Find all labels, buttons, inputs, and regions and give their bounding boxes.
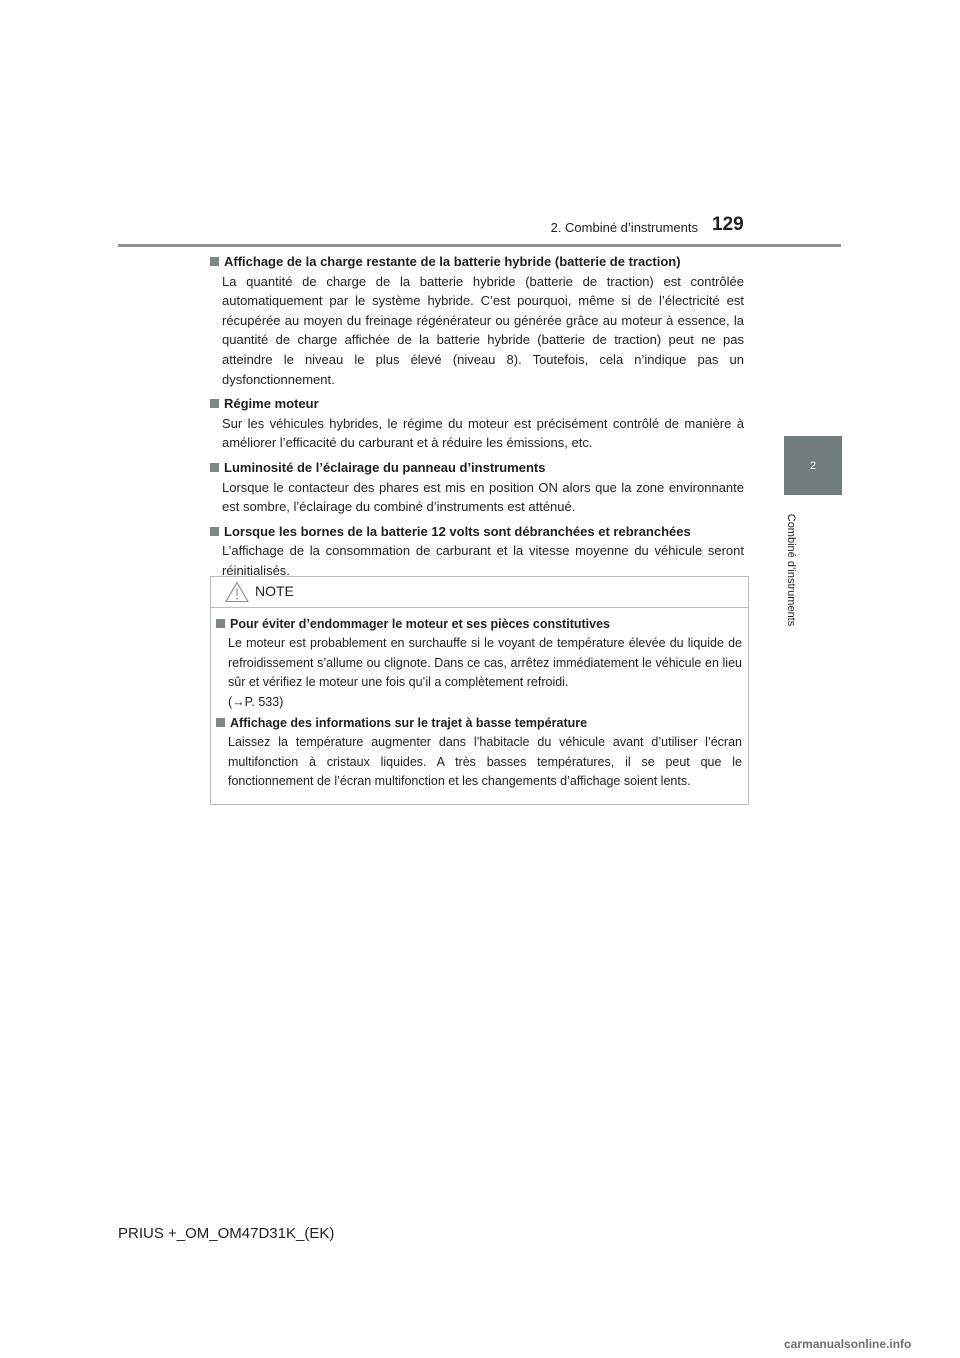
chapter-label-text: Combiné d’instruments <box>785 513 797 627</box>
section-heading-text: Luminosité de l’éclairage du panneau d’instruments <box>224 459 546 475</box>
section-heading-text: Régime moteur <box>224 396 319 412</box>
note-item-heading <box>216 714 742 733</box>
note-item <box>216 714 742 792</box>
note-header <box>211 577 748 608</box>
square-bullet-icon <box>216 619 225 628</box>
section-heading <box>210 394 744 414</box>
content-section <box>210 458 744 517</box>
section-heading <box>210 252 744 272</box>
content-section <box>210 252 744 389</box>
main-content <box>210 252 744 586</box>
note-item-heading <box>216 615 742 634</box>
page-reference: (→P. 533) <box>228 694 284 709</box>
section-heading <box>210 522 744 542</box>
header-divider <box>118 244 841 247</box>
warning-triangle-icon <box>225 581 249 603</box>
content-section <box>210 522 744 581</box>
square-bullet-icon <box>216 718 225 727</box>
section-heading-text: Lorsque les bornes de la batterie 12 volts sont débranchées et rebranchées <box>224 523 691 539</box>
chapter-number: 2 <box>809 459 817 472</box>
content-section <box>210 394 744 453</box>
note-title: NOTE <box>255 583 294 599</box>
section-body: Lorsque le contacteur des phares est mis en position ON alors que la zone environnante est sombre, l’éclairage du combiné d’instruments est atténué. <box>222 479 744 515</box>
note-content <box>216 615 742 794</box>
note-item-body: Le moteur est probablement en surchauffe si le voyant de température élevée du liquide de refroidissement s’allume ou clignote. Dans ce cas, arrêtez immédiatement le véhicule en lieu sûr et vérifiez le moteur une fois qu’il a complètement refroidi. <box>228 636 742 690</box>
note-box <box>210 576 749 805</box>
square-bullet-icon <box>210 463 219 472</box>
chapter-tab <box>784 436 842 495</box>
document-code: PRIUS +_OM_OM47D31K_(EK) <box>118 1225 335 1242</box>
section-body: Sur les véhicules hybrides, le régime du moteur est précisément contrôlé de manière à améliorer l’efficacité du carburant et à réduire les émissions, etc. <box>222 415 744 451</box>
chapter-side-label <box>785 507 797 633</box>
note-item <box>216 615 742 712</box>
square-bullet-icon <box>210 257 219 266</box>
watermark: carmanualsonline.info <box>784 1337 912 1351</box>
section-title: 2. Combiné d’instruments <box>550 220 698 235</box>
square-bullet-icon <box>210 399 219 408</box>
note-item-heading-text: Pour éviter d’endommager le moteur et ses pièces constitutives <box>230 617 610 631</box>
section-body: L’affichage de la consommation de carburant et la vitesse moyenne du véhicule seront réinitialisés. <box>222 543 744 578</box>
section-heading-text: Affichage de la charge restante de la batterie hybride (batterie de traction) <box>224 254 681 269</box>
note-item-body: Laissez la température augmenter dans l’habitacle du véhicule avant d’utiliser l’écran multifonction à cristaux liquides. A très basses températures, il se peut que le fonctionnement de l’écran multifonction et les changements d’affichage soient lents. <box>228 735 742 789</box>
section-body: La quantité de charge de la batterie hybride (batterie de traction) est contrôlée automatiquement par le système hybride. C’est pourquoi, même si de l’électricité est récupérée au moyen du freinage régénérateur ou générée grâce au moteur à essence, la quantité de charge affichée de la batterie hybride (batterie de traction) peut ne pas atteindre le niveau le plus élevé (niveau 8). Toutefois, cela n’indique pas un dysfonctionnement. <box>222 273 744 387</box>
section-heading <box>210 458 744 478</box>
square-bullet-icon <box>210 527 219 536</box>
page-number: 129 <box>712 214 744 235</box>
note-item-heading-text: Affichage des informations sur le trajet à basse température <box>230 716 588 731</box>
